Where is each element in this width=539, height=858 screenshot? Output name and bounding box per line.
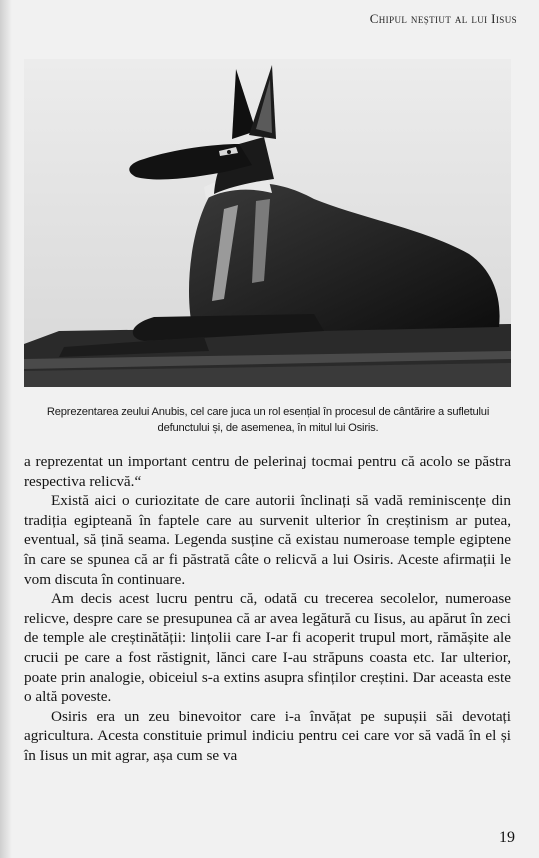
anubis-statue-illustration bbox=[24, 59, 511, 387]
figure-caption-line-1: Reprezentarea zeului Anubis, cel care juca un rol esențial în procesul de cântărire a sufletului bbox=[46, 406, 490, 418]
paragraph-1: a reprezentat un important centru de pelerinaj tocmai pentru că acolo se păstra respectiva relicvă.“ bbox=[24, 453, 511, 490]
paragraph-2: Există aici o curiozitate de care autorii înclinați să vadă reminiscențe din tradiția egipteană în faptele care au survenit ulterior în creștinism ar putea, eventual, să țină seama. Legenda susține că existau numeroase temple egiptene în care se spunea că ar fi păstrată câte o relicvă a lui Osiris. Aceste afirmații le vom discuta în continuare. bbox=[24, 492, 511, 588]
paragraph-4: Osiris era un zeu binevoitor care i-a învățat pe supușii săi devotați agricultura. Acesta constituie primul indiciu pentru cei care vor să vadă în el și în Iisus un mit agrar, așa cum se va bbox=[24, 707, 511, 764]
running-head: Chipul neștiut al lui Iisus bbox=[369, 11, 517, 26]
figure-caption-line-2: defunctului și, de asemenea, în mitul lui Osiris. bbox=[157, 422, 379, 434]
body-text bbox=[24, 452, 511, 766]
page-number: 19 bbox=[499, 829, 515, 846]
paragraph-3: Am decis acest lucru pentru că, odată cu trecerea secolelor, numeroase relicve, despre care se presupunea că ar avea legătură cu Iisus, au apărut în zeci de temple ale creștinătății: lințolii care I-ar fi acoperit trupul mort, rămășite ale crucii pe care a fost răstignit, lănci care I-au străpuns coasta etc. Iar ulterior, poate prin analogie, obiceiul s-a extins asupra sfinților creștini. Dar aceasta este o altă poveste. bbox=[24, 590, 511, 706]
page-gutter-shadow bbox=[0, 0, 12, 858]
anubis-photo bbox=[24, 59, 511, 387]
figure-caption bbox=[28, 404, 508, 436]
